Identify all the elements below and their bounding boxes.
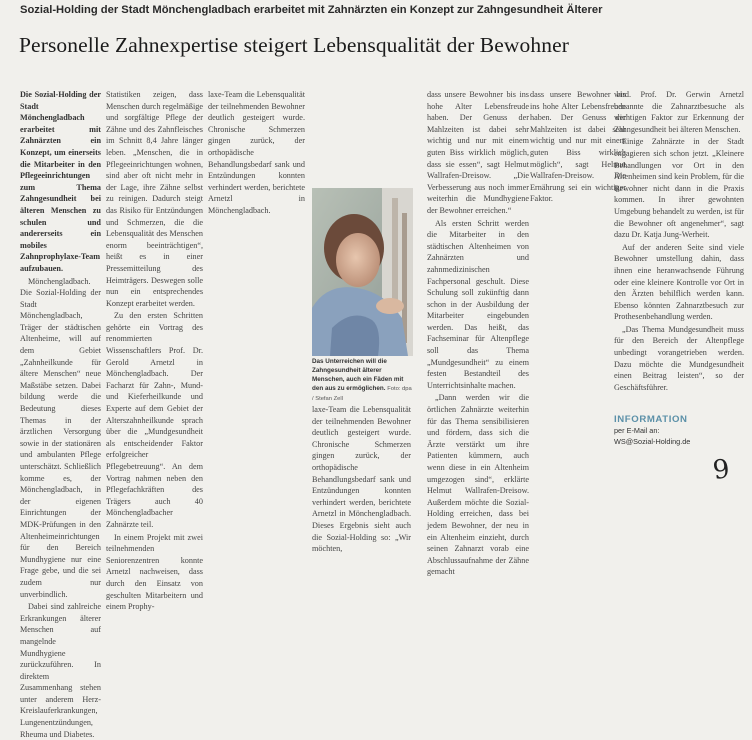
paragraph: „Das Thema Mundgesundheit muss für den Bereich der Altenpflege unbedingt vorangetrieben werden. Dazu möchte die Mundgesundheit einen Beitrag leisten“, so der Geschäftsführer. [614,324,744,392]
paragraph: Dabei sind zahlreiche Erkrankungen älterer Menschen auf mangelnde Mundhygiene zurückzuführen. In direktem Zusammenhang stehen unter anderem Herz-Kreislauferkrankungen, Lungenentzündungen, Rheuma und Diabetes. [20,602,101,739]
paragraph: dass unsere Bewohner bis ins hohe Alter Lebensfreude haben. Der Genuss der Mahlzeiten ist dabei sehr wichtig und nur mit einem guten Biss wirklich möglich“, sagt Helmut Wallrafen-Dreisow. Die Ernährung sei ein wichtiger Faktor. [530,90,626,204]
info-title: INFORMATION [614,414,688,425]
paragraph: Auf der anderen Seite sind viele Bewohner umstellung dahin, dass ihnen eine heranwachsende Führung oder eine kleinere Kontrolle vor Ort in den Ärzten behilflich werden kann. Ebenso könnten Zahnarztbesuch zur Prothesenbehandlung werden. [614,242,744,322]
photo-caption [312,357,414,404]
column-1 [20,89,101,739]
paragraph: Mönchengladbach. Die Sozial-Holding der Stadt Mönchengladbach, Träger der städtischen Altenheime, will auf dem Gebiet „Zahnheilkunde für ältere Menschen“ neue Maßstäbe setzen. Dabei bildung werde die Bedeutung dieses Themas in der ärztlichen Versorgung sowie in der stationären und ambulanten Pflege unterschätzt. Schließlich komme es, der Mönchengladbach, in der eigenen Einrichtungen der MDK-Prüfungen in den Altenheimeinrichtungen für den Bereich Mundhygiene nur eine Frage gebe, und die sei zudem nur unverbindlich. [20,276,101,599]
paragraph: wird. Prof. Dr. Gerwin Arnetzl benannte die Zahnarztbesuche als wichtigen Faktor zur Erkennung der Zahngesundheit bei älteren Menschen. [614,90,744,134]
paragraph: Als ersten Schritt werden die Mitarbeiter in den städtischen Altenheimen von Zahnärzten und zahnmedizinischen Fachpersonal geschult. Diese Schulung soll zukünftig dann schon in der Ausbildung der Mitarbeiter eingebunden werden. Das heißt, das Fachseminar für Altenpflege soll das Thema „Mundgesundheit“ zu einem festen Bestandteil des Unterrichtsinhalte machen. [427,218,529,390]
photo-illustration [312,188,413,356]
lead-paragraph: Die Sozial-Holding der Stadt Mönchengladbach erarbeitet mit Zahnärzten ein Konzept, um einerseits die Mitarbeiter in den Pflegeeinrichtungen zum Thema Zahngesundheit bei älteren Menschen zu schulen und andererseits ein mobiles Zahnprophylaxe-Team aufzubauen. [20,90,101,273]
info-line: per E-Mail an: [614,426,660,435]
paragraph: laxe-Team die Lebensqualität der teilnehmenden Bewohner deutlich gesteigert wurde. Chronische Schmerzen gingen zurück, der orthopädische Behandlungsbedarf sank und Entzündungen konnten verhindert werden, berichtete Arnetzl in Mönchengladbach. [208,90,305,215]
info-email[interactable]: WS@Sozial-Holding.de [614,437,691,446]
caption-text: Das Unterreichen will die Zahngesundheit älterer Menschen, auch ein Fäden mit den aus zu ermöglichen. [312,358,404,392]
column-3-continued [312,404,411,554]
column-5 [530,89,626,489]
paragraph: „Dann werden wir die örtlichen Zahnärzte weiterhin für das Thema sensibilisieren und fördern, dass sich die Ärzte verstärkt um ihre Patienten kümmern, auch wenn diese in ein Altenheim umgezogen sind“, erklärte Helmut Wallrafen-Dreisow. Außerdem möchte die Sozial-Holding erreichen, dass bei jedem Bewohner, der neu in ein Altenheim einzieht, durch seinen Zahnarzt vorab eine Abschlussaufnahme der Zähne gemacht [427,393,529,577]
column-2 [106,89,203,612]
paragraph: dass unsere Bewohner bis ins hohe Alter Lebensfreude haben. Der Genuss der Mahlzeiten ist dabei sehr wichtig und nur mit einem guten Biss wirklich möglich, dass sie essen“, sagt Helmut Wallrafen-Dreisow. „Die Verbesserung aus noch immer weiterhin die Mundhygiene der Bewohner erreichen.“ [427,90,529,215]
column-6 [614,89,744,394]
paragraph: Dieses Ergebnis sieht auch die Sozial-Holding so: „Wir möchten, [312,520,411,554]
paragraph: In einem Projekt mit zwei teilnehmenden Seniorenzentren konnte Arnetzl nachweisen, dass durch den Einsatz von geschulten Mitarbeitern und einem Prophy- [106,532,203,612]
paragraph: laxe-Team die Lebensqualität der teilnehmenden Bewohner deutlich gesteigert wurde. Chronische Schmerzen gingen zurück, der orthopädische Behandlungsbedarf sank und Entzündungen konnten verhindert werden, berichtete Arnetzl in Mönchengladbach. [312,405,411,519]
paragraph: Einige Zahnärzte in der Stadt engagieren sich schon jetzt. „Kleinere Behandlungen vor Ort in den Altenheimen sind kein Problem, für die Bewohner nicht dann in die Praxis kommen. In ihrer gewohnten Umgebung behandelt zu werden, ist für die Bewohner oft angenehmer“, sagt dazu Dr. Katja Jung-Werheit. [614,137,744,240]
column-4 [427,89,529,577]
paragraph: Zu den ersten Schritten gehörte ein Vortrag des renommierten Wissenschaftlers Prof. Dr. Gerold Arnetzl in Mönchengladbach. Der Facharzt für Zahn-, Mund- und Kieferheilkunde und Experte auf dem Gebiet der Alterszahnheilkunde sprach über die „Mundgesundheit als entscheidender Faktor erfolgreicher Pflegebetreuung“. An dem Vortrag nahmen neben den Pflegefachkräften des Trägers auch 40 Mönchengladbacher Zahnärzte teil. [106,311,203,529]
article-photo [312,188,413,356]
handwritten-page-mark: 9 [710,453,732,487]
article-kicker: Sozial-Holding der Stadt Mönchengladbach erarbeitet mit Zahnärzten ein Konzept zur Zahngesundheit Älterer [20,4,603,16]
photo-credit: Foto: dpa / Stefan Zell [312,386,412,402]
column-3 [208,89,305,215]
article-headline: Personelle Zahnexpertise steigert Lebensqualität der Bewohner [19,33,569,57]
paragraph: Statistiken zeigen, dass Menschen durch regelmäßige und sorgfältige Pflege der Zähne und des Zahnfleisches im Schnitt 8,4 Jahre länger leben. „Menschen, die in Pflegeeinrichtungen wohnen, sind aber oft nicht mehr in der Lage, ihre Zähne selbst zu reinigen. Dadurch steigt das Risiko für Entzündungen und Schmerzen, die die Lebensqualität des Menschen enorm beeinträchtigen“, heißt es in einer Pressemitteilung des Heimträgers. Deswegen solle nun ein entsprechendes Konzept erarbeitet werden. [106,90,203,308]
